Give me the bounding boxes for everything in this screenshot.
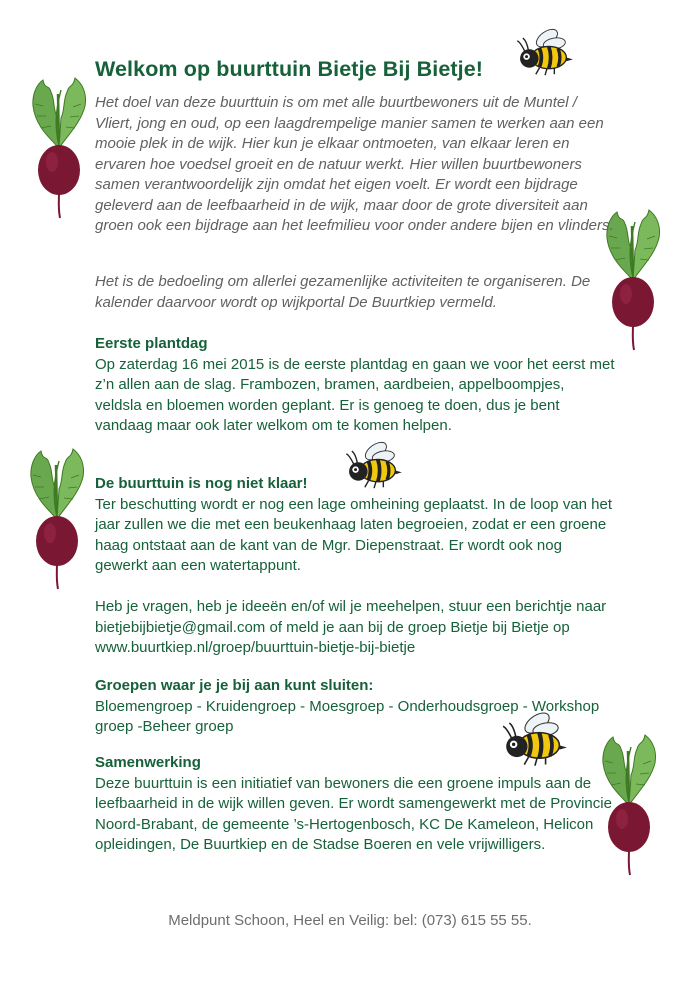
section-body: Op zaterdag 16 mei 2015 is de eerste plantdag en gaan we voor het eerst met z’n allen aan de slag. Frambozen, bramen, aardbeien, appelboompjes, veldsla en bloemen worden geplant. Er is genoeg te doen, dus je bent vandaag maar ook later welkom om te komen helpen. [95,355,615,434]
beetroot-icon [27,447,87,591]
section-plantdag [95,334,615,437]
section-samenwerking [95,753,615,856]
footer-text: Meldpunt Schoon, Heel en Veilig: bel: (073) 615 55 55. [168,912,532,929]
section-contact [95,597,615,659]
bee-icon [517,27,575,77]
section-heading: De buurttuin is nog niet klaar! [95,475,308,492]
section-heading: Groepen waar je je bij aan kunt sluiten: [95,677,374,694]
section-body: Deze buurttuin is een initiatief van bewoners die een groene impuls aan de leefbaarheid in de wijk willen geven. Er wordt samengewerkt met de Provincie Noord-Brabant, de gemeente ’s-Hertogenbosch, KC De Kameleon, Helicon opleidingen, De Buurtkiep en de Stadse Boeren en vele vrijwilligers. [95,774,612,853]
section-heading: Samenwerking [95,754,201,771]
section-body: Ter beschutting wordt er nog een lage omheining geplaatst. In de loop van het jaar zullen we die met een beukenhaag laten begroeien, zodat er een groene haag ontstaat aan de kant van de Mgr. Diepenstraat. Er wordt ook nog gewerkt aan een watertappunt. [95,495,613,574]
page-title: Welkom op buurttuin Bietje Bij Bietje! [95,57,484,81]
intro-paragraph: Het doel van deze buurttuin is om met alle buurtbewoners uit de Muntel / Vliert, jong en oud, op een laagdrempelige manier samen te werken aan een mooie plek in de wijk. Hier kun je elkaar ontmoeten, van elkaar leren en ervaren hoe voedsel groeit en de natuur werkt. Hier willen buurtbewoners samen verantwoordelijk zijn omdat het eigen voelt. Er wordt een bijdrage geleverd aan de leefbaarheid in de wijk, maar door de grote diversiteit aan groen ook een bijdrage aan het leefmilieu voor onder andere bijen en vlinders. [95,94,614,234]
beetroot-icon [29,76,89,220]
section-body: Bloemengroep - Kruidengroep - Moesgroep - Onderhoudsgroep - Workshop groep -Beheer groep [95,697,600,735]
section-groepen [95,676,615,738]
intro-paragraph: Het is de bedoeling om allerlei gezamenlijke activiteiten te organiseren. De kalender daarvoor wordt op wijkportal De Buurtkiep vermeld. [95,273,591,311]
section-niet-klaar [95,474,615,577]
section-heading: Eerste plantdag [95,335,208,352]
section-body: Heb je vragen, heb je ideeën en/of wil je meehelpen, stuur een berichtje naar bietjebijbietje@gmail.com of meld je aan bij de groep Bietje bij Bietje op www.buurtkiep.nl/groep/buurttuin-bietje-bij-bietje [95,598,607,656]
